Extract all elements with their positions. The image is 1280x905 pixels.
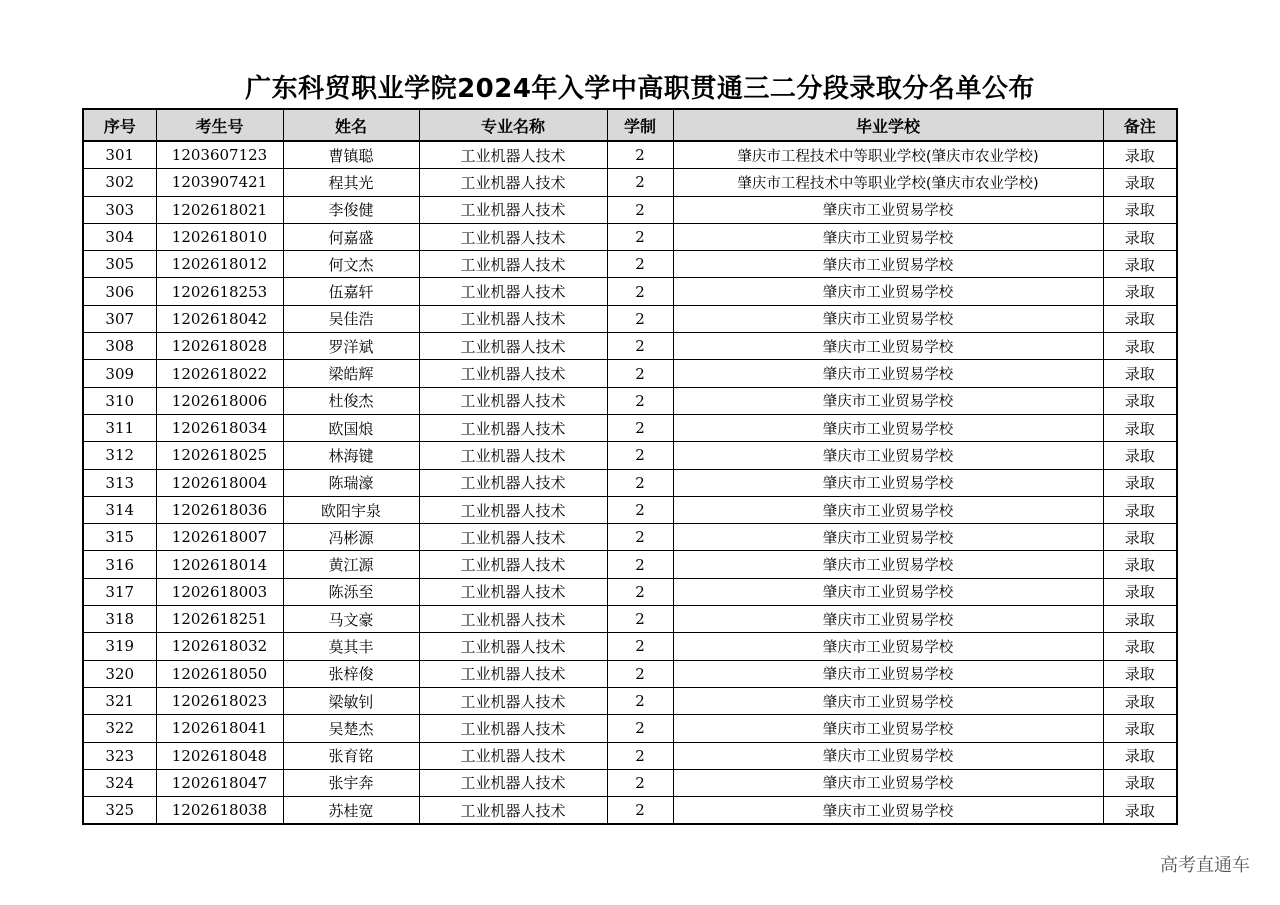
cell-graduate-school: 肇庆市工业贸易学校 [673, 769, 1103, 796]
table-row [83, 223, 1177, 250]
cell-major: 工业机器人技术 [419, 715, 607, 742]
table-row [83, 387, 1177, 414]
cell-duration: 2 [607, 769, 673, 796]
cell-duration: 2 [607, 360, 673, 387]
cell-exam-number: 1202618048 [156, 742, 283, 769]
cell-name: 冯彬源 [283, 524, 419, 551]
header-name: 姓名 [283, 109, 419, 141]
cell-exam-number: 1202618025 [156, 442, 283, 469]
header-major: 专业名称 [419, 109, 607, 141]
cell-exam-number: 1202618032 [156, 633, 283, 660]
cell-exam-number: 1202618014 [156, 551, 283, 578]
cell-duration: 2 [607, 660, 673, 687]
cell-major: 工业机器人技术 [419, 360, 607, 387]
cell-remark: 录取 [1103, 469, 1177, 496]
cell-graduate-school: 肇庆市工业贸易学校 [673, 633, 1103, 660]
cell-name: 程其光 [283, 169, 419, 196]
table-row [83, 496, 1177, 523]
cell-major: 工业机器人技术 [419, 387, 607, 414]
table-row [83, 278, 1177, 305]
cell-name: 伍嘉轩 [283, 278, 419, 305]
cell-name: 张宇奔 [283, 769, 419, 796]
cell-index: 303 [83, 196, 156, 223]
cell-name: 吴佳浩 [283, 305, 419, 332]
header-graduate-school: 毕业学校 [673, 109, 1103, 141]
cell-name: 杜俊杰 [283, 387, 419, 414]
cell-name: 何文杰 [283, 251, 419, 278]
cell-remark: 录取 [1103, 578, 1177, 605]
table-row [83, 169, 1177, 196]
cell-exam-number: 1202618251 [156, 606, 283, 633]
cell-graduate-school: 肇庆市工业贸易学校 [673, 333, 1103, 360]
cell-major: 工业机器人技术 [419, 469, 607, 496]
cell-major: 工业机器人技术 [419, 333, 607, 360]
cell-remark: 录取 [1103, 196, 1177, 223]
header-remark: 备注 [1103, 109, 1177, 141]
table-row [83, 305, 1177, 332]
table-row [83, 141, 1177, 169]
cell-exam-number: 1202618006 [156, 387, 283, 414]
cell-index: 314 [83, 496, 156, 523]
cell-duration: 2 [607, 387, 673, 414]
cell-remark: 录取 [1103, 141, 1177, 169]
cell-duration: 2 [607, 715, 673, 742]
cell-remark: 录取 [1103, 687, 1177, 714]
cell-index: 318 [83, 606, 156, 633]
cell-name: 罗洋斌 [283, 333, 419, 360]
cell-duration: 2 [607, 251, 673, 278]
cell-duration: 2 [607, 278, 673, 305]
cell-duration: 2 [607, 333, 673, 360]
cell-graduate-school: 肇庆市工业贸易学校 [673, 797, 1103, 825]
page-title: 广东科贸职业学院2024年入学中高职贯通三二分段录取分名单公布 [245, 74, 1035, 104]
cell-remark: 录取 [1103, 715, 1177, 742]
cell-remark: 录取 [1103, 169, 1177, 196]
cell-graduate-school: 肇庆市工业贸易学校 [673, 469, 1103, 496]
cell-remark: 录取 [1103, 414, 1177, 441]
cell-exam-number: 1202618038 [156, 797, 283, 825]
cell-graduate-school: 肇庆市工业贸易学校 [673, 223, 1103, 250]
cell-exam-number: 1202618023 [156, 687, 283, 714]
cell-duration: 2 [607, 414, 673, 441]
cell-exam-number: 1203607123 [156, 141, 283, 169]
cell-name: 梁皓辉 [283, 360, 419, 387]
cell-name: 梁敏钊 [283, 687, 419, 714]
cell-major: 工业机器人技术 [419, 606, 607, 633]
cell-major: 工业机器人技术 [419, 305, 607, 332]
table-row [83, 414, 1177, 441]
cell-remark: 录取 [1103, 223, 1177, 250]
table-body [83, 141, 1177, 824]
table-row [83, 196, 1177, 223]
cell-exam-number: 1203907421 [156, 169, 283, 196]
cell-exam-number: 1202618050 [156, 660, 283, 687]
cell-major: 工业机器人技术 [419, 578, 607, 605]
cell-index: 316 [83, 551, 156, 578]
cell-index: 308 [83, 333, 156, 360]
cell-name: 李俊健 [283, 196, 419, 223]
cell-duration: 2 [607, 524, 673, 551]
cell-exam-number: 1202618036 [156, 496, 283, 523]
cell-index: 301 [83, 141, 156, 169]
cell-graduate-school: 肇庆市工业贸易学校 [673, 687, 1103, 714]
cell-index: 305 [83, 251, 156, 278]
cell-graduate-school: 肇庆市工业贸易学校 [673, 606, 1103, 633]
cell-index: 323 [83, 742, 156, 769]
cell-graduate-school: 肇庆市工业贸易学校 [673, 742, 1103, 769]
cell-index: 320 [83, 660, 156, 687]
cell-index: 310 [83, 387, 156, 414]
cell-duration: 2 [607, 578, 673, 605]
cell-remark: 录取 [1103, 797, 1177, 825]
cell-exam-number: 1202618007 [156, 524, 283, 551]
table-header-row [83, 109, 1177, 141]
cell-remark: 录取 [1103, 333, 1177, 360]
cell-exam-number: 1202618021 [156, 196, 283, 223]
cell-index: 315 [83, 524, 156, 551]
cell-major: 工业机器人技术 [419, 687, 607, 714]
cell-duration: 2 [607, 687, 673, 714]
cell-major: 工业机器人技术 [419, 742, 607, 769]
cell-major: 工业机器人技术 [419, 769, 607, 796]
cell-duration: 2 [607, 742, 673, 769]
header-exam-number: 考生号 [156, 109, 283, 141]
cell-duration: 2 [607, 551, 673, 578]
cell-duration: 2 [607, 196, 673, 223]
cell-exam-number: 1202618012 [156, 251, 283, 278]
cell-major: 工业机器人技术 [419, 551, 607, 578]
cell-index: 311 [83, 414, 156, 441]
cell-remark: 录取 [1103, 524, 1177, 551]
cell-exam-number: 1202618034 [156, 414, 283, 441]
cell-name: 张梓俊 [283, 660, 419, 687]
cell-remark: 录取 [1103, 442, 1177, 469]
cell-remark: 录取 [1103, 660, 1177, 687]
cell-exam-number: 1202618253 [156, 278, 283, 305]
cell-index: 309 [83, 360, 156, 387]
cell-major: 工业机器人技术 [419, 496, 607, 523]
cell-index: 302 [83, 169, 156, 196]
cell-graduate-school: 肇庆市工业贸易学校 [673, 496, 1103, 523]
table-row [83, 742, 1177, 769]
cell-index: 312 [83, 442, 156, 469]
admission-table [82, 108, 1178, 825]
cell-major: 工业机器人技术 [419, 414, 607, 441]
cell-remark: 录取 [1103, 496, 1177, 523]
table-row [83, 769, 1177, 796]
cell-major: 工业机器人技术 [419, 278, 607, 305]
cell-major: 工业机器人技术 [419, 633, 607, 660]
table-row [83, 524, 1177, 551]
cell-exam-number: 1202618028 [156, 333, 283, 360]
header-duration: 学制 [607, 109, 673, 141]
cell-exam-number: 1202618042 [156, 305, 283, 332]
table-row [83, 442, 1177, 469]
table-row [83, 797, 1177, 825]
cell-remark: 录取 [1103, 251, 1177, 278]
table-row [83, 715, 1177, 742]
cell-name: 欧阳宇泉 [283, 496, 419, 523]
cell-remark: 录取 [1103, 606, 1177, 633]
cell-graduate-school: 肇庆市工业贸易学校 [673, 387, 1103, 414]
cell-index: 325 [83, 797, 156, 825]
cell-index: 304 [83, 223, 156, 250]
cell-remark: 录取 [1103, 742, 1177, 769]
cell-name: 林海键 [283, 442, 419, 469]
cell-remark: 录取 [1103, 360, 1177, 387]
table-row [83, 660, 1177, 687]
cell-duration: 2 [607, 606, 673, 633]
cell-graduate-school: 肇庆市工业贸易学校 [673, 196, 1103, 223]
cell-graduate-school: 肇庆市工业贸易学校 [673, 278, 1103, 305]
table-row [83, 469, 1177, 496]
table-row [83, 633, 1177, 660]
cell-name: 黄江源 [283, 551, 419, 578]
cell-graduate-school: 肇庆市工程技术中等职业学校(肇庆市农业学校) [673, 141, 1103, 169]
cell-duration: 2 [607, 141, 673, 169]
cell-name: 马文豪 [283, 606, 419, 633]
cell-name: 张育铭 [283, 742, 419, 769]
cell-name: 陈泺至 [283, 578, 419, 605]
cell-duration: 2 [607, 496, 673, 523]
table-row [83, 551, 1177, 578]
cell-graduate-school: 肇庆市工业贸易学校 [673, 414, 1103, 441]
cell-duration: 2 [607, 169, 673, 196]
table-row [83, 333, 1177, 360]
cell-index: 317 [83, 578, 156, 605]
cell-major: 工业机器人技术 [419, 524, 607, 551]
cell-graduate-school: 肇庆市工业贸易学校 [673, 251, 1103, 278]
cell-exam-number: 1202618004 [156, 469, 283, 496]
cell-name: 陈瑞濠 [283, 469, 419, 496]
cell-name: 苏桂宽 [283, 797, 419, 825]
table-row [83, 360, 1177, 387]
cell-duration: 2 [607, 797, 673, 825]
cell-remark: 录取 [1103, 633, 1177, 660]
cell-remark: 录取 [1103, 551, 1177, 578]
cell-exam-number: 1202618003 [156, 578, 283, 605]
cell-graduate-school: 肇庆市工业贸易学校 [673, 551, 1103, 578]
cell-exam-number: 1202618010 [156, 223, 283, 250]
cell-index: 319 [83, 633, 156, 660]
cell-major: 工业机器人技术 [419, 442, 607, 469]
cell-remark: 录取 [1103, 769, 1177, 796]
table-row [83, 687, 1177, 714]
cell-graduate-school: 肇庆市工业贸易学校 [673, 442, 1103, 469]
cell-duration: 2 [607, 223, 673, 250]
cell-graduate-school: 肇庆市工程技术中等职业学校(肇庆市农业学校) [673, 169, 1103, 196]
cell-exam-number: 1202618022 [156, 360, 283, 387]
cell-major: 工业机器人技术 [419, 251, 607, 278]
header-index: 序号 [83, 109, 156, 141]
cell-index: 306 [83, 278, 156, 305]
cell-index: 321 [83, 687, 156, 714]
cell-major: 工业机器人技术 [419, 196, 607, 223]
cell-name: 欧国烺 [283, 414, 419, 441]
cell-graduate-school: 肇庆市工业贸易学校 [673, 715, 1103, 742]
cell-major: 工业机器人技术 [419, 660, 607, 687]
cell-name: 吴楚杰 [283, 715, 419, 742]
cell-major: 工业机器人技术 [419, 141, 607, 169]
cell-name: 曹镇聪 [283, 141, 419, 169]
cell-exam-number: 1202618041 [156, 715, 283, 742]
cell-duration: 2 [607, 469, 673, 496]
cell-name: 莫其丰 [283, 633, 419, 660]
cell-index: 313 [83, 469, 156, 496]
cell-duration: 2 [607, 305, 673, 332]
cell-major: 工业机器人技术 [419, 223, 607, 250]
cell-graduate-school: 肇庆市工业贸易学校 [673, 660, 1103, 687]
cell-remark: 录取 [1103, 387, 1177, 414]
cell-index: 307 [83, 305, 156, 332]
cell-name: 何嘉盛 [283, 223, 419, 250]
cell-duration: 2 [607, 442, 673, 469]
cell-index: 322 [83, 715, 156, 742]
cell-duration: 2 [607, 633, 673, 660]
cell-exam-number: 1202618047 [156, 769, 283, 796]
cell-graduate-school: 肇庆市工业贸易学校 [673, 578, 1103, 605]
cell-remark: 录取 [1103, 305, 1177, 332]
table-row [83, 251, 1177, 278]
watermark: 高考直通车 [1160, 855, 1250, 876]
cell-remark: 录取 [1103, 278, 1177, 305]
cell-graduate-school: 肇庆市工业贸易学校 [673, 360, 1103, 387]
cell-major: 工业机器人技术 [419, 797, 607, 825]
table-row [83, 578, 1177, 605]
cell-index: 324 [83, 769, 156, 796]
cell-graduate-school: 肇庆市工业贸易学校 [673, 524, 1103, 551]
cell-major: 工业机器人技术 [419, 169, 607, 196]
table-row [83, 606, 1177, 633]
cell-graduate-school: 肇庆市工业贸易学校 [673, 305, 1103, 332]
